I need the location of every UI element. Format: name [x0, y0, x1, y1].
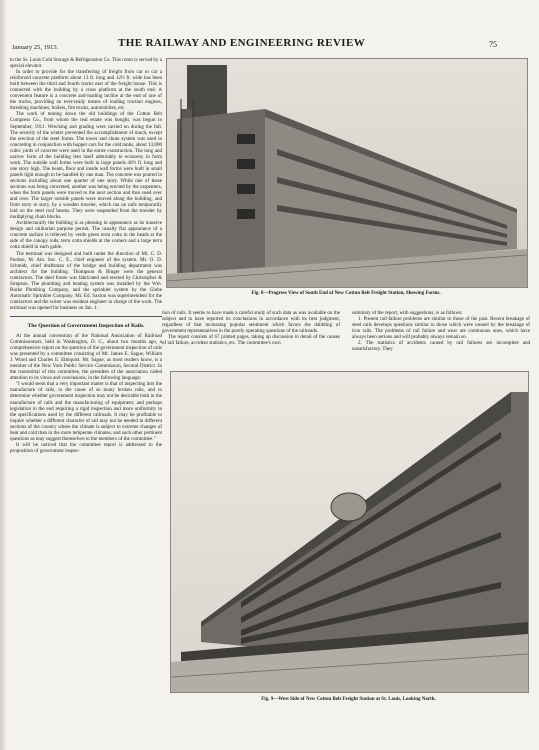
list-item: 2. The statistics of accidents caused by rail failures are incomplete and unsatisfactory. They [352, 340, 530, 353]
paragraph: "I would seem that a very important matter is that of inspecting into the manufacture of rails, to the cause of so many broken rails, and to determine whether government inspection may not be desirable both in the manufacture of rails and the manufacturing of equipment; and perhaps legislation in the end requiring a rigid inspection and more uniformity in the specifications used by the different railroads. It may be profitable to inquire whether a different character of rail may not be needed in different sections of the country where the climate is subject to extreme changes of heat and cold than in the more temperate climates, and such other pertinent questions as may suggest themselves to the members of the committee." [10, 381, 162, 442]
figure-8-illustration [167, 59, 527, 287]
paragraph: In order to provide for the transferring of freight from car to car a reinforced concrete platform about 13 ft. long and 12½ ft. wide has been built between the third and fourth tracks east of the freight house. This is connected with the building by a cross platform at the south end. A convenient feature is a concrete and-loading incline at the end of one of the tracks, providing an ever-ready means of loading traction engines, threshing machines, boilers, fire trucks, automobiles, etc. [10, 69, 162, 112]
paragraph: summary of the report, with suggestions, is as follows: [352, 310, 463, 316]
paragraph: Architecturally the building is as pleasing in appearance as its massive design and utilitarian purpose permit. The usually flat appearance of a concrete surface is relieved by verde green terra cotta in the beads at the side of the canopy rods, terra cotta shields at the corners and a large terra cotta shield in each gable. [10, 220, 162, 251]
paragraph: tion of rails. It seems to have made a careful study of such data as was available on the subject and to have reported its conclusions in accordance with its best judgment, regardless of that increasing popular sentiment which favors the dabbling of government representatives in the purely operating questions of the railroads. [162, 310, 340, 335]
figure-9-photo [170, 371, 529, 693]
paragraph: At the annual convention of the National Association of Railroad Commissioners, held in Washington, D. C., about two months ago, a comprehensive report on the question of the government inspection of rails was presented by a committee consisting of Mr. James E. Sague, William J. Wood and Charles E. Elmquist. Mr. Sague, as most readers know, is a member of the New York Public Service Commission, Second District. In the transmittal of this committee, the president of the association called attention to its views and conclusions, in the following language: [10, 333, 162, 382]
figure-9-caption: Fig. 9—West Side of New Cotton Belt Freight Station at St. Louis, Looking North. [261, 697, 436, 702]
left-text-column [10, 57, 162, 725]
paragraph: It will be noticed that the committee report is addressed to the proposition of government inspec- [10, 441, 162, 454]
section-heading: The Question of Government Inspection of Rails. [27, 322, 145, 329]
paragraph: The work of tearing down the old buildings of the Cotton Belt Compress Co., from whom the real estate was bought, was begun in September, 1911. Wrecking and grading were carried on during the fall. The severity of the winter prevented the accomplishment of much, except the erection of the steel forms. The tower and chute system was used in concreting in conjunction with hopper cars for the cold tanks, about 13,000 cubic yards of concrete were used in the entire construction. The long and narrow form of the building lent itself admirably to economy in form work. The outside wall forms were built in large panels 40½ ft. long and one story high. The beam, floor and inside wall forms were built in small panels light enough to be handled by one man. The concrete was poured in sections including about one quarter of one story. While one of these sections was being concreted, another was being erected by the carpenters, when the form panels were moved to the next section and thus used over and over. The larger outside panels were moved along the building, and from story to story, by a wooden traveler, which ran on rails temporarily laid on the steel roof beams. They were suspended from the traveler by multiplying chain blocks. [10, 111, 162, 221]
list-item: 1. Present rail-failure problems are similar to those of the past. Recent breakage of steel rails develops questions similar to those which were caused by the breakage of iron rails. The problems of rail failure and wear are continuous ones, which have always been serious and will probably always remain so. [352, 316, 530, 341]
section-divider [10, 316, 162, 317]
header-title: THE RAILWAY AND ENGINEERING REVIEW [118, 37, 366, 49]
paragraph: to the St. Louis Cold Storage & Refrigeration Co. This room is served by a special elevator. [10, 57, 162, 70]
header-date: January 25, 1913. [12, 44, 59, 51]
middle-text-column [162, 310, 340, 368]
paragraph: The terminal was designed and built under the direction of Mr. C. D. Purdon, M. Am. Soc. C. E., chief engineer of the system. Mr. O. D. Schmidt, chief draftsman of the bridge and building department was architect for the building. Thompson & Binger were the general contractors. The steel frame was fabricated and erected by Christopher & Simpson. The plumbing and heating system was installed by the Wm. Burke Plumbing Company, and the sprinkler system by the Globe Automatic Sprinkler Company. Mr. Ed. Saxton was superintendent for the contractors and the writer was resident engineer in charge of the work. The terminal was opened for business on Jan. 1. [10, 250, 162, 311]
figure-8-caption: Fig. 8—Progress View of South End of New Cotton Belt Freight Station, Showing Forms. [251, 291, 441, 296]
figure-8-photo [166, 58, 528, 288]
page-number: 75 [489, 40, 497, 49]
page-binding-edge [0, 0, 6, 750]
paragraph: The report consists of 67 printed pages, taking up discussion in detail of the causes of rail failure, accident statistics, etc. The committee's own [162, 334, 340, 347]
right-text-column [352, 310, 530, 368]
figure-9-illustration [171, 372, 528, 692]
